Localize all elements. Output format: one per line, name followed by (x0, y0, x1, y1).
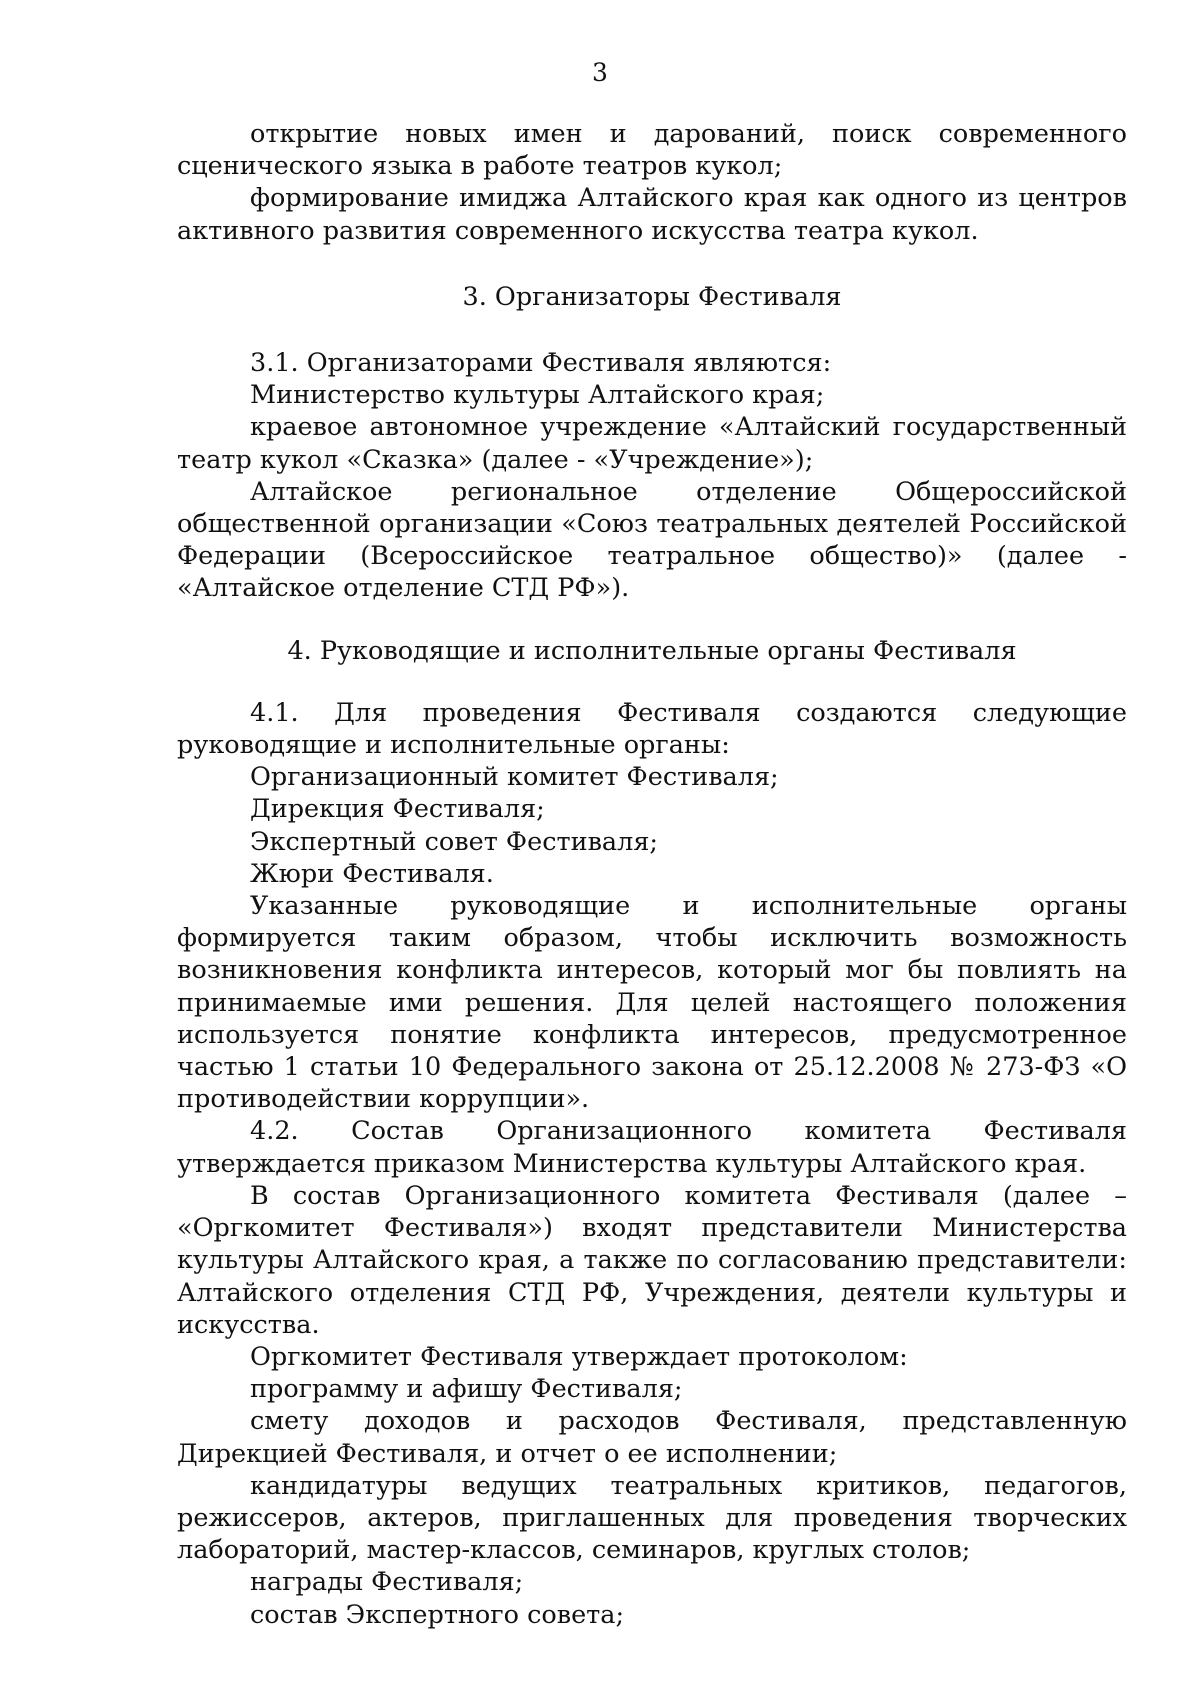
paragraph: формирование имиджа Алтайского края как одного из центров активного развития современного искусства театра кукол. (177, 183, 1127, 246)
list-item: смету доходов и расходов Фестиваля, представленную Дирекцией Фестиваля, и отчет о ее исполнении; (177, 1406, 1127, 1469)
clause-3-1: 3.1. Организаторами Фестиваля являются: (250, 348, 832, 379)
list-item: кандидатуры ведущих театральных критиков, педагогов, режиссеров, актеров, приглашенных для проведения творческих лабораторий, мастер-классов, семинаров, круглых столов; (177, 1470, 1127, 1566)
list-item: Министерство культуры Алтайского края; (250, 380, 825, 411)
page-number: 3 (592, 58, 608, 87)
list-item: Экспертный совет Фестиваля; (250, 826, 659, 857)
paragraph: Оргкомитет Фестиваля утверждает протоколом: (250, 1341, 908, 1372)
list-item: Дирекция Фестиваля; (250, 794, 545, 825)
list-item: состав Экспертного совета; (250, 1599, 625, 1630)
spacer (177, 313, 1127, 347)
section-heading-4: 4. Руководящие и исполнительные органы Фестиваля (287, 635, 1017, 666)
paragraph: Указанные руководящие и исполнительные органы формируется таким образом, чтобы исключить возможность возникновения конфликта интересов, который мог бы повлиять на принимаемые ими решения. Для целей настоящего положения используется понятие конфликта интересов, предусмотренное частью 1 статьи 10 Федерального закона от 25.12.2008 № 273-ФЗ «О противодействии коррупции». (177, 891, 1127, 1115)
section-heading-3: 3. Организаторы Фестиваля (462, 281, 842, 312)
spacer (177, 667, 1127, 697)
clause-4-2: 4.2. Состав Организационного комитета Фестиваля утверждается приказом Министерства культуры Алтайского края. (177, 1116, 1127, 1179)
clause-4-1: 4.1. Для проведения Фестиваля создаются следующие руководящие и исполнительные органы: (177, 697, 1127, 761)
list-item: Организационный комитет Фестиваля; (250, 762, 779, 793)
spacer (177, 605, 1127, 635)
paragraph: В состав Организационного комитета Фестиваля (далее – «Оргкомитет Фестиваля») входят представители Министерства культуры Алтайского края, а также по согласованию представители: Алтайского отделения СТД РФ, Учреждения, деятели культуры и искусства. (177, 1180, 1127, 1340)
paragraph-continuation: открытие новых имен и дарований, поиск современного сценического языка в работе театров кукол; (177, 119, 1127, 182)
list-item: краевое автономное учреждение «Алтайский государственный театр кукол «Сказка» (далее - «Учреждение»); (177, 412, 1127, 475)
document-body (177, 118, 1127, 1631)
list-item: награды Фестиваля; (250, 1567, 524, 1598)
list-item: Жюри Фестиваля. (250, 858, 494, 889)
spacer (177, 247, 1127, 281)
list-item: Алтайское региональное отделение Общероссийской общественной организации «Союз театральных деятелей Российской Федерации (Всероссийское театральное общество)» (далее - «Алтайское отделение СТД РФ»). (177, 476, 1127, 604)
list-item: программу и афишу Фестиваля; (250, 1374, 683, 1405)
